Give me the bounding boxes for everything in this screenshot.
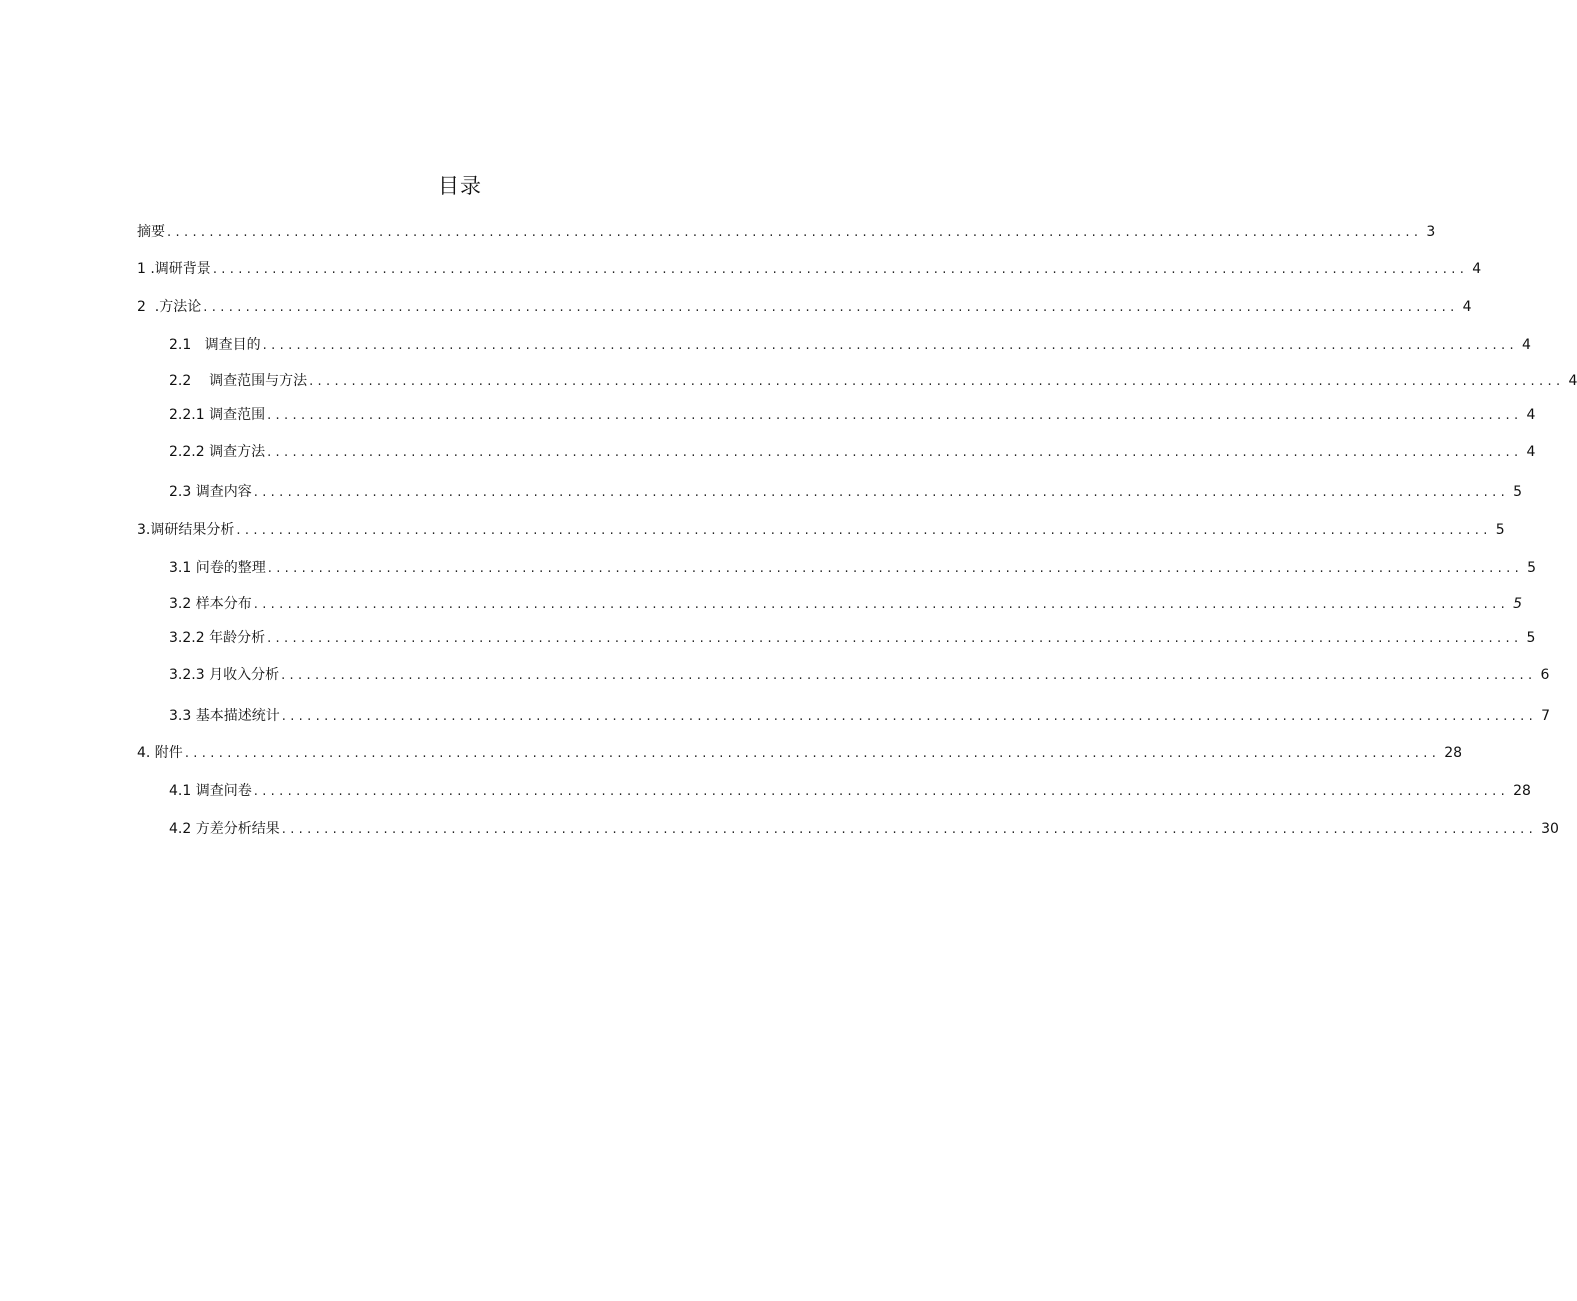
toc-entry-label: 摘要: [137, 224, 165, 240]
toc-entry-label: 2.2 调查范围与方法: [169, 373, 308, 389]
dot-leader: ....................................................................................................................................................: [262, 338, 1519, 353]
toc-entry-label: 3.3 基本描述统计: [169, 708, 280, 724]
page-title: 目录: [438, 174, 482, 198]
toc-entry-page: 5: [1513, 596, 1523, 612]
toc-entry-page: 4: [1526, 444, 1536, 460]
toc-entry[interactable]: [169, 557, 1537, 579]
toc-entry-label: 4. 附件: [137, 745, 183, 761]
dot-leader: ....................................................................................................................................................: [253, 597, 1510, 612]
dot-leader: ....................................................................................................................................................: [253, 784, 1510, 799]
toc-entry-page: 7: [1541, 708, 1551, 724]
dot-leader: ....................................................................................................................................................: [236, 523, 1492, 538]
toc-entry-page: 30: [1541, 821, 1559, 837]
toc-entry-page: 4: [1526, 407, 1536, 423]
toc-entry-page: 4: [1568, 373, 1577, 389]
toc-entry[interactable]: [137, 221, 1436, 243]
toc-entry-label: 3.1 问卷的整理: [169, 560, 266, 576]
toc-entry-label: 2.2.1 调查范围: [169, 407, 266, 423]
dot-leader: ....................................................................................................................................................: [267, 445, 1523, 460]
dot-leader: ....................................................................................................................................................: [267, 631, 1523, 646]
dot-leader: ....................................................................................................................................................: [281, 668, 1537, 683]
toc-entry[interactable]: [137, 742, 1463, 764]
toc-entry[interactable]: [137, 258, 1482, 280]
toc-entry-page: 5: [1513, 484, 1523, 500]
toc-entry-label: 3.2.3 月收入分析: [169, 667, 280, 683]
toc-entry[interactable]: [169, 627, 1536, 649]
toc-entry-label: 3.调研结果分析: [137, 522, 235, 538]
toc-entry[interactable]: [169, 404, 1536, 426]
toc-entry-page: 5: [1527, 560, 1537, 576]
toc-entry-page: 5: [1526, 630, 1536, 646]
toc-entry[interactable]: [169, 664, 1550, 686]
dot-leader: ....................................................................................................................................................: [309, 374, 1565, 389]
toc-entry-label: 2.2.2 调查方法: [169, 444, 266, 460]
dot-leader: ....................................................................................................................................................: [281, 709, 1538, 724]
toc-entry-page: 28: [1513, 783, 1531, 799]
toc-entry[interactable]: [169, 441, 1536, 463]
dot-leader: ....................................................................................................................................................: [212, 262, 1469, 277]
toc-entry[interactable]: [169, 705, 1551, 727]
toc-entry[interactable]: [169, 334, 1531, 356]
toc-entry[interactable]: [137, 296, 1472, 318]
toc-entry-page: 5: [1495, 522, 1505, 538]
toc-entry-page: 4: [1462, 299, 1472, 315]
toc-entry-label: 3.2 样本分布: [169, 596, 252, 612]
toc-entry[interactable]: [169, 481, 1523, 503]
toc-entry-page: 4: [1472, 261, 1482, 277]
toc-entry-page: 6: [1540, 667, 1550, 683]
toc-entry-label: 2.1 调查目的: [169, 337, 261, 353]
toc-entry-page: 3: [1426, 224, 1436, 240]
toc-entry-label: 4.1 调查问卷: [169, 783, 252, 799]
toc-entry[interactable]: [169, 818, 1559, 840]
toc-entry-label: 1 .调研背景: [137, 261, 211, 277]
toc-entry[interactable]: [169, 370, 1577, 392]
dot-leader: ....................................................................................................................................................: [203, 300, 1459, 315]
toc-entry-label: 3.2.2 年龄分析: [169, 630, 266, 646]
dot-leader: ....................................................................................................................................................: [184, 746, 1441, 761]
toc-entry[interactable]: [169, 780, 1531, 802]
toc-entry-label: 2.3 调查内容: [169, 484, 252, 500]
dot-leader: ....................................................................................................................................................: [267, 408, 1523, 423]
toc-entry[interactable]: [169, 593, 1523, 615]
toc-entry-page: 4: [1522, 337, 1531, 353]
toc-entry-page: 28: [1444, 745, 1463, 761]
dot-leader: ....................................................................................................................................................: [267, 561, 1524, 576]
dot-leader: ....................................................................................................................................................: [281, 822, 1538, 837]
toc-entry[interactable]: [137, 519, 1505, 541]
toc-entry-label: 2 .方法论: [137, 299, 202, 315]
toc-entry-label: 4.2 方差分析结果: [169, 821, 280, 837]
dot-leader: ....................................................................................................................................................: [167, 225, 1423, 240]
dot-leader: ....................................................................................................................................................: [253, 485, 1510, 500]
